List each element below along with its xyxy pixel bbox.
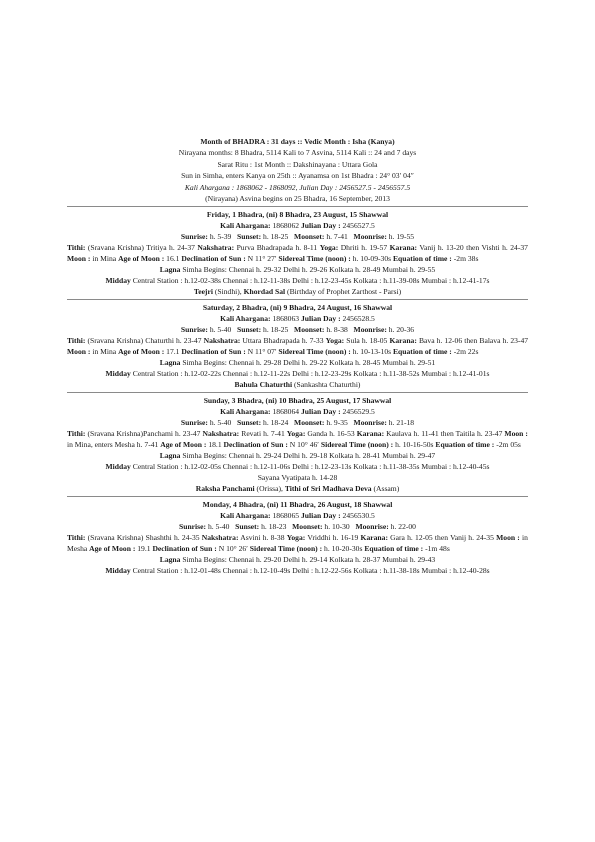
nakshatra-label: Nakshatra: — [203, 336, 241, 346]
sidereal-label: Sidereal Time (noon) : — [320, 440, 394, 450]
karana-label: Karana: — [389, 243, 418, 253]
lagna-value: Simha Begins: Chennai h. 29-28 Delhi h. 29-22 Kolkata h. 28-45 Mumbai h. 29-51 — [182, 358, 436, 368]
day-title: Friday, 1 Bhadra, (ni) 8 Bhadra, 23 August, 15 Shawwal — [206, 210, 389, 220]
midday-line — [67, 368, 528, 379]
tithi-label: Tithi: — [67, 243, 86, 253]
moonrise-value: h. 21-18 — [388, 418, 415, 428]
sunset-label: Sunset: — [237, 418, 262, 428]
jd-value: 2456528.5 — [342, 314, 375, 324]
lagna-line — [67, 264, 528, 275]
age-value: 16.1 — [166, 254, 180, 264]
moon-value: in Mina, enters Mesha h. 7-41 — [67, 440, 159, 450]
ahargana-line — [67, 220, 528, 231]
sidereal-value: h. 10-16-50s — [395, 440, 434, 450]
midday-value: Central Station : h.12-02-38s Chennai : h.12-11-38s Delhi : h.12-23-45s Kolkata : h.11-39-08s Mumbai : h.12-41-17s — [132, 276, 490, 286]
moonrise-label: Moonrise: — [353, 325, 387, 335]
panchanga-text — [67, 428, 528, 450]
day-title: Monday, 4 Bhadra, (ni) 11 Bhadra, 26 August, 18 Shawwal — [202, 500, 393, 510]
yoga-value: Dhriti h. 19-57 — [340, 243, 388, 253]
divider — [67, 496, 528, 497]
moonrise-value: h. 19-55 — [388, 232, 415, 242]
lagna-line — [67, 357, 528, 368]
calendar-page — [67, 136, 528, 576]
midday-value: Central Station : h.12-02-05s Chennai : h.12-11-06s Delhi : h.12-23-13s Kolkata : h.11-38-35s Mumbai : h.12-40-45s — [132, 462, 490, 472]
declination-value: N 10° 46′ — [289, 440, 319, 450]
yoga-label: Yoga: — [325, 336, 345, 346]
asvina-line: (Nirayana) Asvina begins on 25 Bhadra, 16 September, 2013 — [205, 194, 390, 204]
ahargana-line — [67, 510, 528, 521]
jd-value: 2456530.5 — [342, 511, 375, 521]
declination-label: Declination of Sun : — [181, 347, 246, 357]
karana-value: Gara h. 12-05 then Vanij h. 24-35 — [390, 533, 494, 543]
moon-value: in Mina — [92, 254, 117, 264]
divider — [67, 392, 528, 393]
moonset-value: h. 9-35 — [326, 418, 348, 428]
moonset-value: h. 7-41 — [326, 232, 348, 242]
festival-line — [67, 286, 528, 297]
karana-value: Bava h. 12-06 then Balava h. 23-47 — [418, 336, 529, 346]
day-entry — [67, 209, 528, 297]
moonset-label: Moonset: — [292, 522, 323, 532]
yoga-value: Ganda h. 16-53 — [307, 429, 355, 439]
tithi-value: (Sravana Krishna) Chaturthi h. 23-47 — [87, 336, 202, 346]
sun-moon-times — [67, 521, 528, 532]
moonset-label: Moonset: — [294, 418, 325, 428]
yoga-value: Sula h. 18-05 — [346, 336, 388, 346]
yoga-value: Vriddhi h. 16-19 — [307, 533, 359, 543]
moonset-value: h. 10-30 — [324, 522, 350, 532]
sunset-label: Sunset: — [235, 522, 260, 532]
sunset-value: h. 18-25 — [263, 232, 289, 242]
jd-label: Julian Day : — [300, 511, 341, 521]
sunrise-label: Sunrise: — [180, 325, 208, 335]
midday-value: Central Station : h.12-01-48s Chennai : h.12-10-49s Delhi : h.12-22-56s Kolkata : h.11-38-18s Mumbai : h.12-40-28s — [132, 566, 490, 576]
midday-line — [67, 275, 528, 286]
kali-ahargana-range: Kali Ahargana : 1868062 - 1868092, Julian Day : 2456527.5 - 2456557.5 — [184, 182, 411, 192]
moonrise-value: h. 22-00 — [390, 522, 416, 532]
festival-note: (Orissa), — [256, 484, 285, 494]
kali-value: 1868064 — [272, 407, 300, 417]
festival-line — [67, 483, 528, 494]
eot-value: -1m 48s — [425, 544, 450, 554]
sun-moon-times — [67, 417, 528, 428]
sunrise-value: h. 5-40 — [209, 418, 232, 428]
karana-label: Karana: — [356, 429, 385, 439]
age-value: 19.1 — [137, 544, 151, 554]
day-entry — [67, 302, 528, 390]
lagna-label: Lagna — [159, 265, 181, 275]
midday-line — [67, 461, 528, 472]
sunrise-label: Sunrise: — [180, 232, 208, 242]
day-title: Sunday, 3 Bhadra, (ni) 10 Bhadra, 25 August, 17 Shawwal — [203, 396, 392, 406]
festival-name: Bahula Chaturthi — [234, 380, 293, 390]
festival-note: (Assam) — [373, 484, 400, 494]
karana-label: Karana: — [389, 336, 417, 346]
jd-value: 2456527.5 — [342, 221, 375, 231]
sun-line: Sun in Simha, enters Kanya on 25th :: Ayanamsa on 1st Bhadra : 24° 03′ 04″ — [181, 171, 414, 181]
declination-value: N 11° 27′ — [247, 254, 277, 264]
lagna-label: Lagna — [159, 358, 181, 368]
lagna-line — [67, 554, 528, 565]
ahargana-line — [67, 406, 528, 417]
age-label: Age of Moon : — [118, 254, 165, 264]
sunset-label: Sunset: — [237, 232, 262, 242]
moonset-label: Moonset: — [294, 232, 325, 242]
age-value: 18.1 — [208, 440, 222, 450]
age-label: Age of Moon : — [89, 544, 136, 554]
moonrise-label: Moonrise: — [353, 232, 387, 242]
sidereal-label: Sidereal Time (noon) : — [278, 254, 351, 264]
month-title: Month of BHADRA : 31 days :: Vedic Month : Isha (Kanya) — [200, 137, 395, 146]
festival-note: (Birthday of Prophet Zarthost - Parsi) — [287, 287, 402, 297]
yoga-label: Yoga: — [319, 243, 339, 253]
moonset-label: Moonset: — [294, 325, 325, 335]
sidereal-label: Sidereal Time (noon) : — [249, 544, 323, 554]
eot-label: Equation of time : — [392, 254, 452, 264]
eot-value: -2m 05s — [496, 440, 521, 450]
karana-label: Karana: — [360, 533, 388, 543]
jd-label: Julian Day : — [300, 407, 341, 417]
sunrise-value: h. 5-39 — [209, 232, 232, 242]
festival-line — [67, 379, 528, 390]
sunrise-value: h. 5-40 — [209, 325, 232, 335]
eot-label: Equation of time : — [435, 440, 495, 450]
kali-value: 1868065 — [272, 511, 300, 521]
ritu-line: Sarat Ritu : 1st Month :: Dakshinayana : Uttara Gola — [217, 159, 378, 169]
sun-moon-times — [67, 231, 528, 242]
sunset-value: h. 18-24 — [263, 418, 289, 428]
day-entry — [67, 499, 528, 576]
moon-label: Moon : — [67, 347, 91, 357]
moonrise-value: h. 20-36 — [388, 325, 415, 335]
midday-line — [67, 565, 528, 576]
declination-label: Declination of Sun : — [152, 544, 217, 554]
sunrise-label: Sunrise: — [179, 522, 207, 532]
sun-moon-times — [67, 324, 528, 335]
eot-label: Equation of time : — [364, 544, 424, 554]
festival-name: Khordad Sal — [243, 287, 286, 297]
midday-label: Midday — [105, 369, 131, 379]
yoga-label: Yoga: — [286, 429, 306, 439]
nakshatra-value: Uttara Bhadrapada h. 7-33 — [242, 336, 324, 346]
kali-value: 1868063 — [272, 314, 300, 324]
month-header — [67, 136, 528, 204]
lagna-value: Simha Begins: Chennai h. 29-32 Delhi h. 29-26 Kolkata h. 28-49 Mumbai h. 29-55 — [182, 265, 436, 275]
panchanga-text — [67, 335, 528, 357]
kali-value: 1868062 — [272, 221, 300, 231]
moonset-value: h. 8-38 — [326, 325, 348, 335]
festival-name: Raksha Panchami — [195, 484, 255, 494]
festival-name: Tithi of Sri Madhava Deva — [284, 484, 372, 494]
sunset-value: h. 18-23 — [261, 522, 287, 532]
moon-value: in Mina — [92, 347, 117, 357]
vyatipata-line: Sayana Vyatipata h. 14-28 — [257, 473, 338, 483]
tithi-value: (Sravana Krishna) Shashthi h. 24-35 — [87, 533, 200, 543]
midday-label: Midday — [105, 462, 131, 472]
eot-label: Equation of time : — [392, 347, 452, 357]
nakshatra-label: Nakshatra: — [202, 429, 240, 439]
sidereal-value: h. 10-13-10s — [352, 347, 392, 357]
panchanga-text — [67, 242, 528, 264]
nakshatra-value: Purva Bhadrapada h. 8-11 — [236, 243, 318, 253]
moon-value: in Mesha — [67, 533, 528, 554]
tithi-value: (Sravana Krishna) Tritiya h. 24-37 — [87, 243, 195, 253]
sunrise-value: h. 5-40 — [207, 522, 230, 532]
panchanga-text — [67, 532, 528, 554]
lagna-value: Simha Begins: Chennai h. 29-24 Delhi h. 29-18 Kolkata h. 28-41 Mumbai h. 29-47 — [182, 451, 436, 461]
midday-value: Central Station : h.12-02-22s Chennai : h.12-11-22s Delhi : h.12-23-29s Kolkata : h.11-38-52s Mumbai : h.12-41-01s — [132, 369, 490, 379]
kali-label: Kali Ahargana: — [220, 221, 271, 231]
age-label: Age of Moon : — [118, 347, 165, 357]
midday-label: Midday — [105, 276, 131, 286]
karana-value: Kaulava h. 11-41 then Taitila h. 23-47 — [386, 429, 503, 439]
age-value: 17.1 — [166, 347, 180, 357]
nirayana-months: Nirayana months: 8 Bhadra, 5114 Kali to 7 Asvina, 5114 Kali :: 24 and 7 days — [178, 148, 417, 158]
declination-label: Declination of Sun : — [223, 440, 288, 450]
tithi-label: Tithi: — [67, 429, 86, 439]
sidereal-label: Sidereal Time (noon) : — [278, 347, 351, 357]
moon-label: Moon : — [67, 254, 91, 264]
day-title: Saturday, 2 Bhadra, (ni) 9 Bhadra, 24 August, 16 Shawwal — [202, 303, 393, 313]
sidereal-value: h. 10-09-30s — [352, 254, 392, 264]
nakshatra-label: Nakshatra: — [197, 243, 235, 253]
sunset-label: Sunset: — [237, 325, 262, 335]
midday-label: Midday — [105, 566, 131, 576]
kali-label: Kali Ahargana: — [220, 314, 271, 324]
kali-label: Kali Ahargana: — [220, 407, 271, 417]
festival-note: (Sindhi), — [214, 287, 244, 297]
moon-label: Moon : — [504, 429, 528, 439]
lagna-value: Simha Begins: Chennai h. 29-20 Delhi h. 29-14 Kolkata h. 28-37 Mumbai h. 29-43 — [182, 555, 436, 565]
declination-value: N 10° 26′ — [218, 544, 248, 554]
tithi-label: Tithi: — [67, 533, 86, 543]
nakshatra-label: Nakshatra: — [201, 533, 239, 543]
karana-value: Vanij h. 13-20 then Vishti h. 24-37 — [419, 243, 528, 253]
festival-name: Teejri — [193, 287, 213, 297]
jd-label: Julian Day : — [300, 314, 341, 324]
moon-label: Moon : — [496, 533, 520, 543]
declination-label: Declination of Sun : — [181, 254, 246, 264]
divider — [67, 299, 528, 300]
eot-value: -2m 22s — [453, 347, 479, 357]
tithi-label: Tithi: — [67, 336, 86, 346]
declination-value: N 11° 07′ — [247, 347, 277, 357]
moonrise-label: Moonrise: — [355, 522, 389, 532]
nakshatra-value: Revati h. 7-41 — [241, 429, 285, 439]
lagna-label: Lagna — [159, 451, 181, 461]
tithi-value: (Sravana Krishna)Panchami h. 23-47 — [87, 429, 201, 439]
nakshatra-value: Asvini h. 8-38 — [240, 533, 285, 543]
yoga-label: Yoga: — [286, 533, 306, 543]
jd-value: 2456529.5 — [342, 407, 375, 417]
lagna-line — [67, 450, 528, 461]
sunset-value: h. 18-25 — [263, 325, 289, 335]
kali-label: Kali Ahargana: — [220, 511, 271, 521]
lagna-label: Lagna — [159, 555, 181, 565]
sunrise-label: Sunrise: — [180, 418, 208, 428]
ahargana-line — [67, 313, 528, 324]
festival-note: (Sankashta Chaturthi) — [294, 380, 361, 390]
divider — [67, 206, 528, 207]
eot-value: -2m 38s — [453, 254, 479, 264]
sidereal-value: h. 10-20-30s — [324, 544, 363, 554]
jd-label: Julian Day : — [300, 221, 341, 231]
age-label: Age of Moon : — [160, 440, 207, 450]
moonrise-label: Moonrise: — [353, 418, 387, 428]
day-entry — [67, 395, 528, 494]
